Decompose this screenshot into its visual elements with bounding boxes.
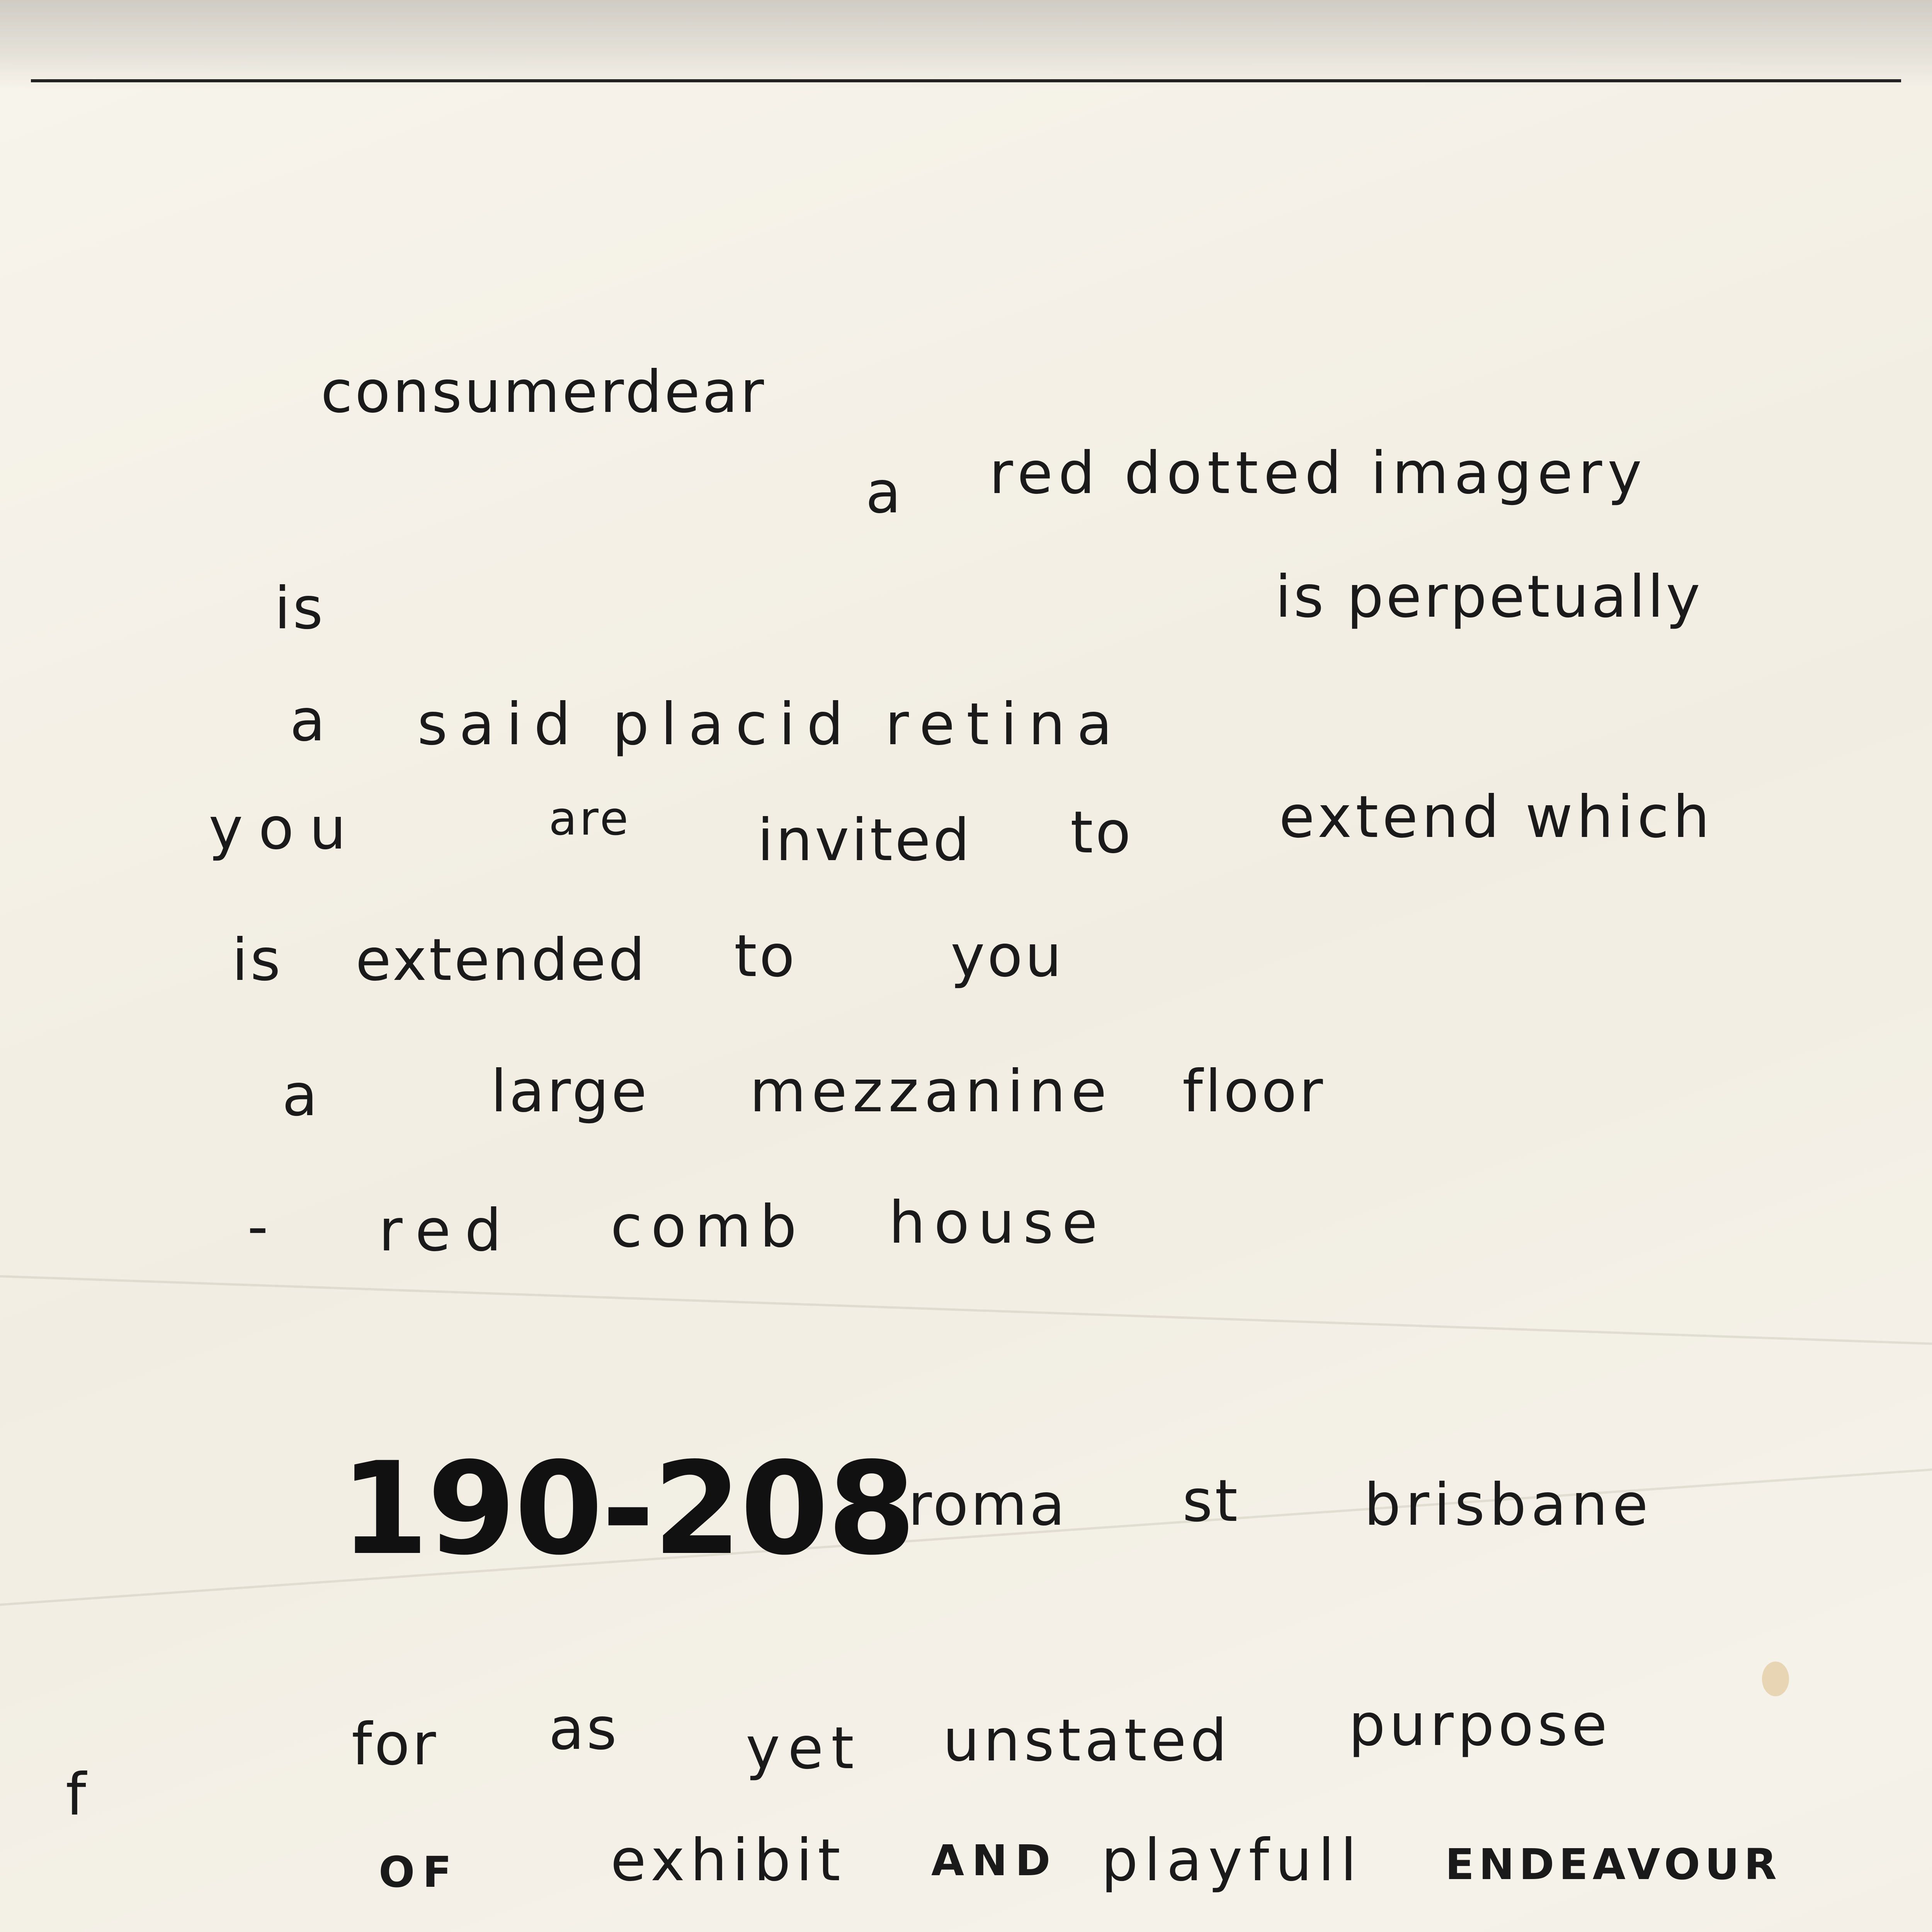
poem-word: a: [290, 687, 328, 754]
poem-word: a: [866, 459, 903, 526]
paper-crease: [0, 1275, 1932, 1347]
purpose-word: exhibit: [611, 1827, 846, 1894]
purpose-word: as: [549, 1696, 619, 1763]
purpose-word: yet: [746, 1715, 862, 1782]
stray-letter: f: [66, 1761, 88, 1828]
poem-word: floor: [1182, 1058, 1325, 1125]
poem-word: invited: [757, 807, 972, 874]
poem-word: extended: [355, 927, 648, 994]
purpose-word: purpose: [1349, 1692, 1611, 1759]
street-name: roma: [908, 1471, 1068, 1539]
street-number: 190-208: [340, 1435, 915, 1583]
city-name: brisbane: [1364, 1471, 1653, 1539]
purpose-word: for: [352, 1711, 439, 1778]
purpose-word: OF: [379, 1847, 459, 1897]
poem-word: you: [209, 795, 362, 862]
scan-edge-shadow: [0, 0, 1932, 89]
purpose-word: unstated: [943, 1707, 1231, 1774]
poem-word: large: [491, 1058, 650, 1125]
purpose-word: AND: [931, 1836, 1058, 1885]
poem-word: to: [734, 923, 797, 990]
poem-phrase: said placid retina: [417, 691, 1124, 758]
poem-word: are: [549, 792, 631, 846]
poem-phrase: is perpetually: [1275, 563, 1703, 631]
poem-word: comb: [611, 1193, 805, 1260]
poem-word: mezzanine: [750, 1058, 1112, 1125]
poem-word: house: [889, 1189, 1106, 1257]
poem-word: you: [951, 923, 1064, 990]
poem-phrase: red dotted imagery: [989, 440, 1648, 507]
street-suffix: st: [1182, 1468, 1240, 1535]
poem-word: red: [379, 1197, 515, 1264]
paper-stain: [1762, 1662, 1789, 1696]
poem-word: a: [282, 1062, 320, 1129]
poem-word: -: [247, 1193, 271, 1260]
poem-word: is: [232, 927, 283, 994]
top-rule-line: [31, 79, 1901, 82]
purpose-word: playfull: [1101, 1827, 1363, 1894]
poem-word: to: [1070, 799, 1133, 866]
greeting-line: consumerdear: [321, 359, 767, 426]
purpose-word: ENDEAVOUR: [1445, 1840, 1782, 1889]
poem-word: is: [274, 575, 325, 642]
poem-phrase: extend which: [1279, 784, 1714, 851]
